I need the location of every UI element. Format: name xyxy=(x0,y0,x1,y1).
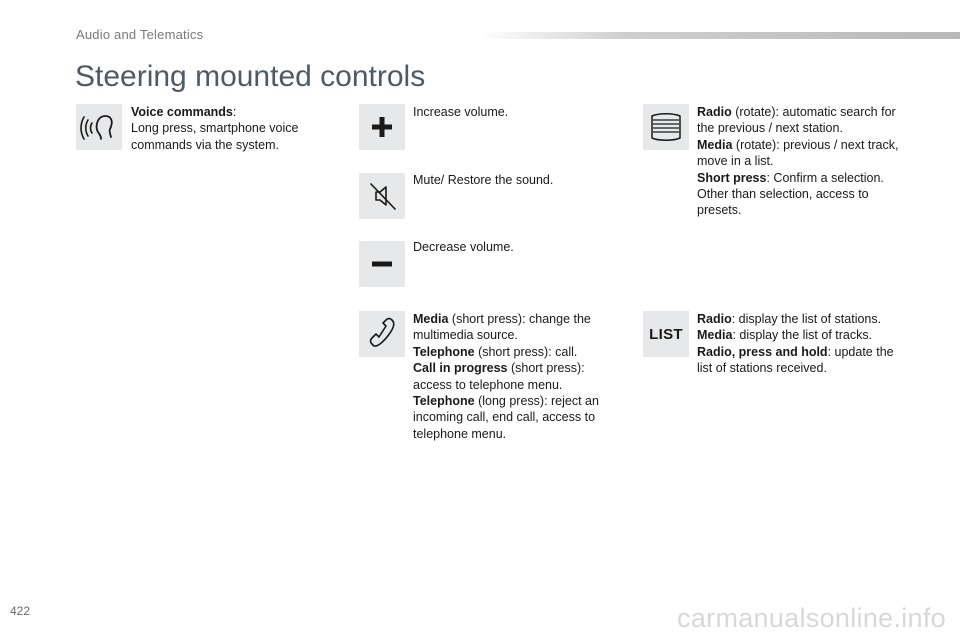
voice-commands-label: Voice commands xyxy=(131,105,233,119)
short-press-label: Short press xyxy=(697,170,767,185)
plus-icon xyxy=(359,104,405,150)
short-press-text: : Confirm a selection. Other than selection, access to presets. xyxy=(697,170,884,218)
voice-commands-text: : Long press, smartphone voice commands via the system. xyxy=(131,105,299,152)
telephone-short-press-text: (short press): call. xyxy=(474,344,578,359)
list-description xyxy=(697,311,902,377)
list-hold-label: Radio, press and hold xyxy=(697,344,828,359)
section-header: Audio and Telematics xyxy=(76,27,204,42)
call-in-progress-label: Call in progress xyxy=(413,361,508,376)
list-media-label: Media xyxy=(697,328,733,343)
mute-icon xyxy=(359,173,405,219)
media-short-press-text: (short press): change the multimedia source. xyxy=(413,312,591,343)
list-media-text: : display the list of tracks. xyxy=(732,328,873,343)
telephone-long-press-text: (long press): reject an incoming call, end call, access to telephone menu. xyxy=(413,394,599,441)
header-rule xyxy=(480,32,960,39)
decrease-volume-description: Decrease volume. xyxy=(413,240,514,254)
voice-commands-description xyxy=(131,104,321,153)
page-title: Steering mounted controls xyxy=(75,60,426,93)
media-rotate-label: Media xyxy=(697,137,733,152)
media-rotate-text: (rotate): previous / next track, move in a list. xyxy=(697,137,899,169)
list-radio-text: : display the list of stations. xyxy=(731,312,882,326)
phone-icon xyxy=(359,311,405,357)
list-icon-text: LIST xyxy=(649,325,683,343)
media-label: Media xyxy=(413,312,449,326)
list-button-icon xyxy=(643,311,689,357)
telephone-long-label: Telephone xyxy=(413,394,475,409)
mute-description: Mute/ Restore the sound. xyxy=(413,173,554,187)
list-radio-label: Radio xyxy=(697,312,732,326)
list-hold-text: : update the list of stations received. xyxy=(697,344,894,376)
thumbwheel-icon xyxy=(643,104,689,150)
thumbwheel-description xyxy=(697,104,902,219)
telephone-label: Telephone xyxy=(413,344,475,359)
phone-media-description xyxy=(413,311,608,442)
radio-label: Radio xyxy=(697,105,732,119)
call-in-progress-text: (short press): access to telephone menu. xyxy=(413,361,585,392)
minus-icon xyxy=(359,241,405,287)
watermark: carmanualsonline.info xyxy=(677,603,946,633)
voice-command-icon xyxy=(76,104,122,150)
page-number: 422 xyxy=(10,604,31,618)
increase-volume-description: Increase volume. xyxy=(413,105,509,119)
radio-rotate-text: (rotate): automatic search for the previous / next station. xyxy=(697,105,896,136)
